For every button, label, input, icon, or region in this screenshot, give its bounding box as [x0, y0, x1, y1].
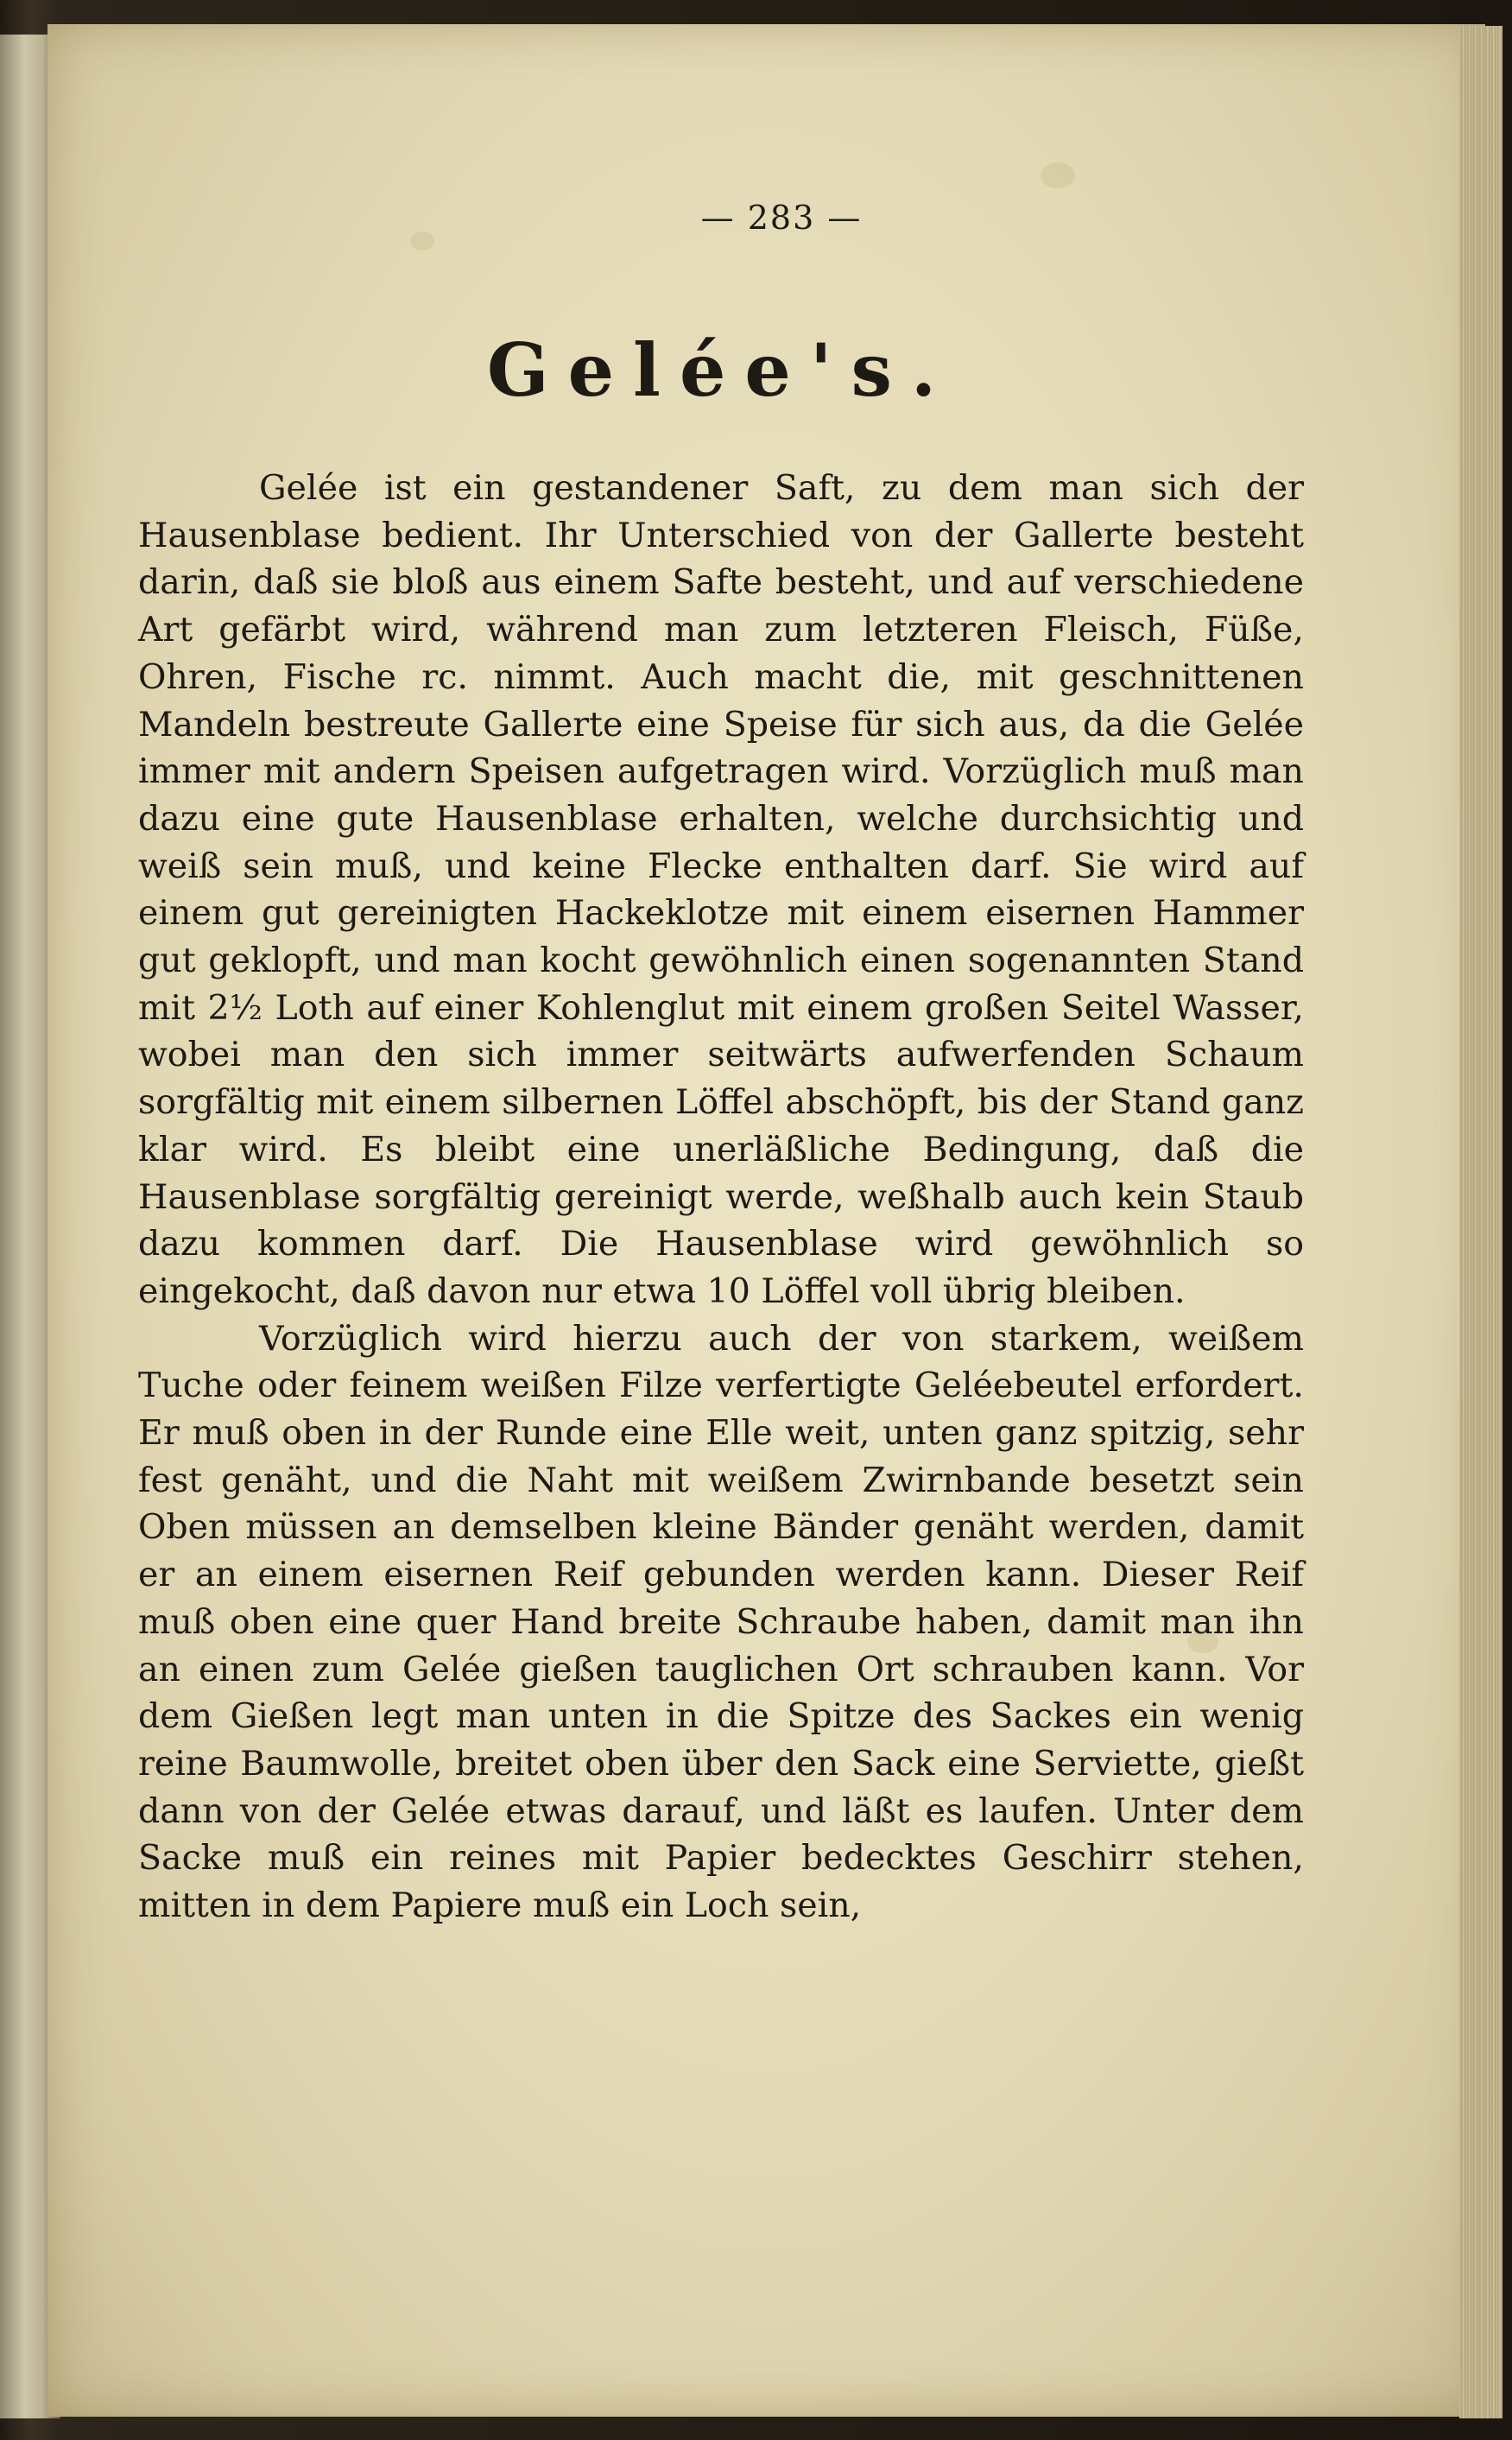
paper-stain — [1041, 162, 1075, 188]
page-stack-edge — [1459, 26, 1503, 2418]
page-number: — 283 — — [700, 199, 863, 237]
page-content — [138, 199, 1304, 1930]
body-paragraph-1: Gelée ist ein gestandener Saft, zu dem man sich der Hausenblase bedient. Ihr Unterschied von der Gallerte besteht darin, daß sie bloß aus einem Safte besteht, und auf verschiedene Art gefärbt wird, während man zum letzteren Fleisch, Füße, Ohren, Fische rc. nimmt. Auch macht die, mit geschnittenen Mandeln bestreute Gallerte eine Speise für sich aus, da die Gelée immer mit andern Speisen aufgetragen wird. Vorzüglich muß man dazu eine gute Hausenblase erhalten, welche durchsichtig und weiß sein muß, und keine Flecke enthalten darf. Sie wird auf einem gut gereinigten Hackeklotze mit einem eisernen Hammer gut geklopft, und man kocht gewöhnlich einen sogenannten Stand mit 2½ Loth auf einer Kohlenglut mit einem großen Seitel Wasser, wobei man den sich immer seitwärts aufwerfenden Schaum sorgfältig mit einem silbernen Löffel abschöpft, bis der Stand ganz klar wird. Es bleibt eine unerläßliche Bedingung, daß die Hausenblase sorgfältig gereinigt werde, weßhalb auch kein Staub dazu kommen darf. Die Hausenblase wird gewöhnlich so eingekocht, daß davon nur etwa 10 Löffel voll übrig bleiben. — [138, 468, 1304, 1311]
page-heading: Gelée's. — [486, 327, 956, 413]
body-paragraph-2: Vorzüglich wird hierzu auch der von starkem, weißem Tuche oder feinem weißen Filze verfertigte Geléebeutel erfordert. Er muß oben in der Runde eine Elle weit, unten ganz spitzig, sehr fest genäht, und die Naht mit weißem Zwirnbande besetzt sein Oben müssen an demselben kleine Bänder genäht werden, damit er an einem eisernen Reif gebunden werden kann. Dieser Reif muß oben eine quer Hand breite Schraube haben, damit man ihn an einen zum Gelée gießen tauglichen Ort schrauben kann. Vor dem Gießen legt man unten in die Spitze des Sackes ein wenig reine Baumwolle, breitet oben über den Sack eine Serviette, gießt dann von der Gelée etwas darauf, und läßt es laufen. Unter dem Sacke muß ein reines mit Papier bedecktes Geschirr stehen, mitten in dem Papiere muß ein Loch sein, — [138, 1318, 1304, 1926]
